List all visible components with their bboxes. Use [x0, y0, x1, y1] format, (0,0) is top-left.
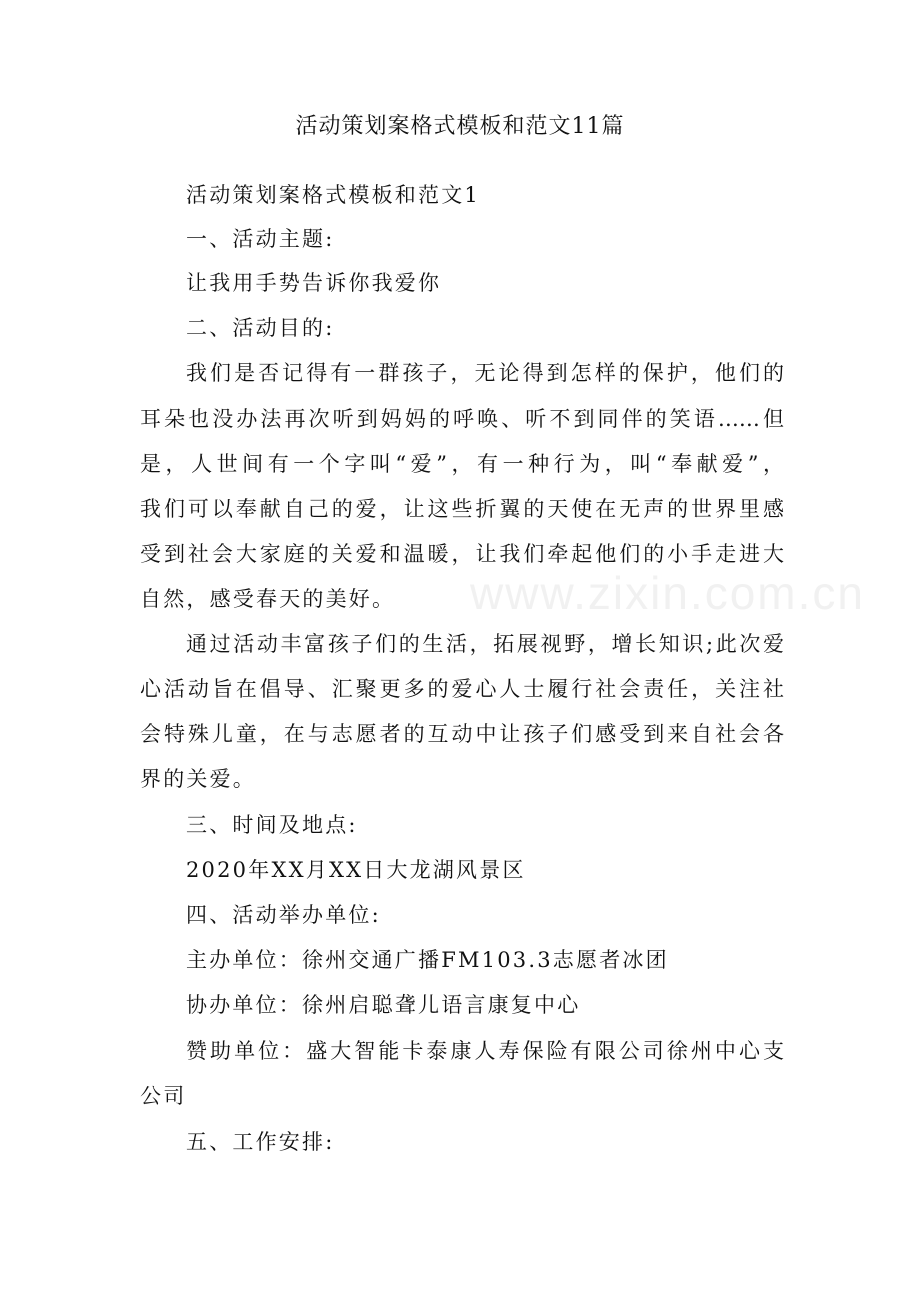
paragraph-line: 我们可以奉献自己的爱，让这些折翼的天使在无声的世界里感	[140, 497, 784, 521]
sponsor-continued: 公司	[140, 1084, 187, 1108]
sponsor: 赞助单位：盛大智能卡泰康人寿保险有限公司徐州中心支	[186, 1039, 784, 1063]
paragraph-line: 界的关爱。	[140, 767, 256, 791]
host-organizer: 主办单位：徐州交通广播FM103.3志愿者冰团	[186, 948, 669, 972]
section-heading-example-1: 活动策划案格式模板和范文1	[186, 183, 480, 207]
time-place-text: 2020年XX月XX日大龙湖风景区	[186, 858, 526, 882]
paragraph-line: 会特殊儿童，在与志愿者的互动中让孩子们感受到来自社会各	[140, 722, 784, 746]
paragraph-line: 耳朵也没办法再次听到妈妈的呼唤、听不到同伴的笑语……但	[140, 407, 784, 431]
section-heading-purpose: 二、活动目的:	[186, 316, 335, 340]
section-heading-theme: 一、活动主题:	[186, 227, 335, 251]
paragraph-line: 心活动旨在倡导、汇聚更多的爱心人士履行社会责任，关注社	[140, 677, 784, 701]
section-heading-work-arrangement: 五、工作安排:	[186, 1130, 335, 1154]
theme-text: 让我用手势告诉你我爱你	[186, 271, 442, 295]
watermark: www.zixin.com.cn	[470, 567, 865, 619]
document-title: 活动策划案格式模板和范文11篇	[295, 114, 625, 139]
paragraph-line: 自然，感受春天的美好。	[140, 587, 396, 611]
section-heading-organizers: 四、活动举办单位:	[186, 903, 381, 927]
paragraph-line: 受到社会大家庭的关爱和温暖，让我们牵起他们的小手走进大	[140, 542, 784, 566]
section-heading-time-place: 三、时间及地点:	[186, 813, 358, 837]
paragraph-line: 是，人世间有一个字叫“爱”，有一种行为，叫“奉献爱”，	[140, 452, 784, 476]
co-organizer: 协办单位：徐州启聪聋儿语言康复中心	[186, 993, 581, 1017]
paragraph-line: 我们是否记得有一群孩子，无论得到怎样的保护，他们的	[186, 361, 784, 385]
paragraph-line: 通过活动丰富孩子们的生活，拓展视野，增长知识;此次爱	[186, 632, 784, 656]
